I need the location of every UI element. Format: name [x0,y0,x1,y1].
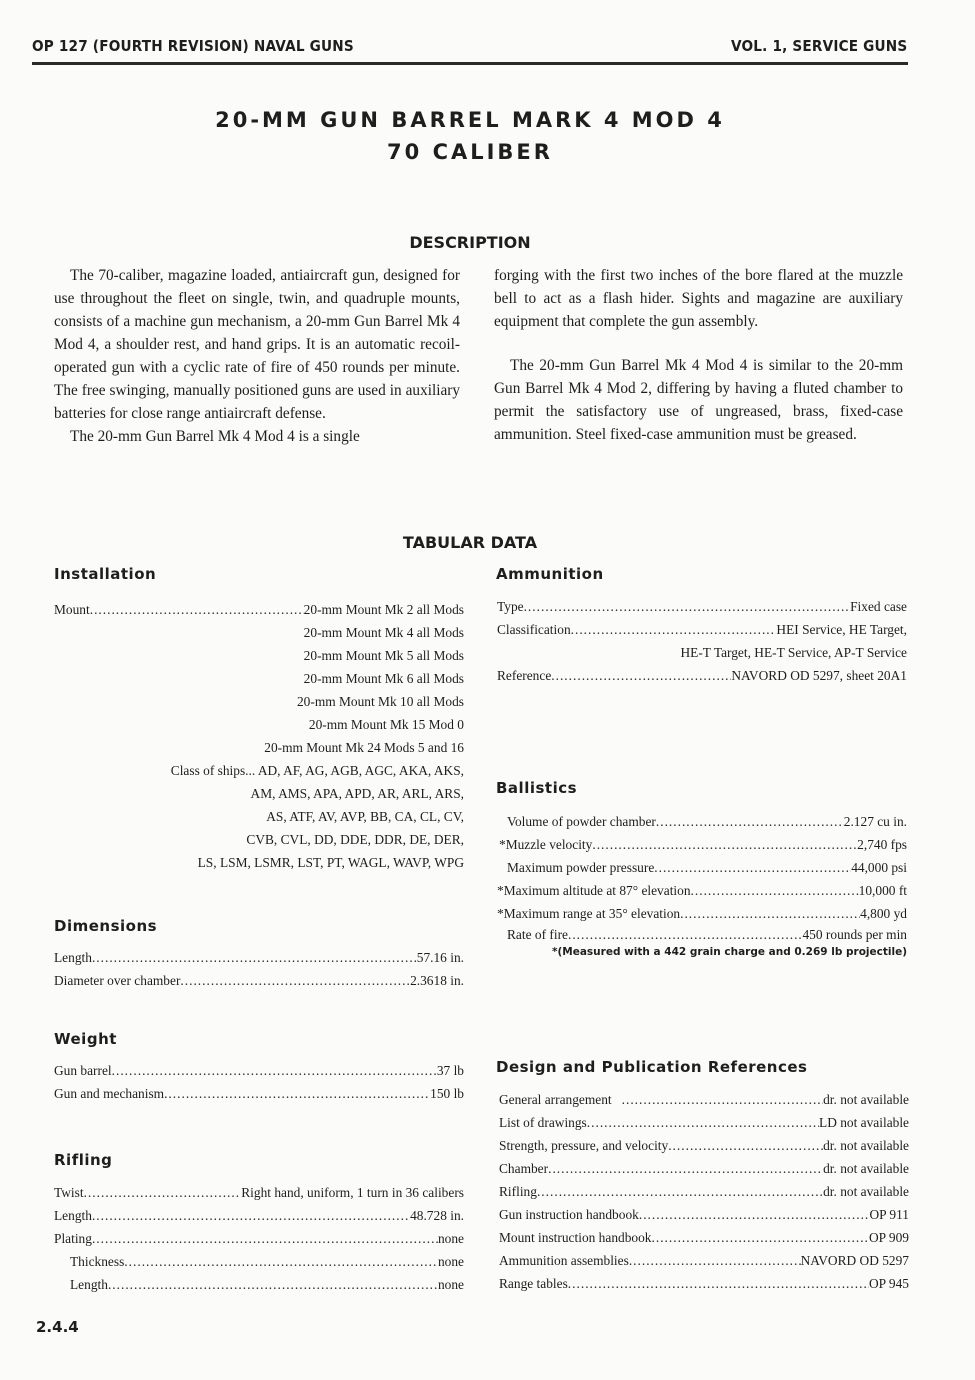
table-row: *Maximum altitude at 87° elevation ..... 10,000 ft [497,879,907,902]
document-subtitle: 70 CALIBER [387,140,553,164]
table-row: Maximum powder pressure ..... 44,000 psi [497,856,907,879]
ballistics-footnote: *(Measured with a 442 grain charge and 0.269 lb projectile) [551,946,907,958]
table-row: Strength, pressure, and velocity ..... dr. not available [499,1134,909,1157]
ship-classes-line: AS, ATF, AV, AVP, BB, CA, CL, CV, [266,809,464,824]
weight-table [54,1059,464,1105]
ship-classes-line: LS, LSM, LSMR, LST, PT, WAGL, WAVP, WPG [197,855,464,870]
table-row: Reference ..... NAVORD OD 5297, sheet 20A1 [497,664,907,687]
weight-heading: Weight [54,1030,117,1048]
mount-item: 20-mm Mount Mk 5 all Mods [303,648,464,663]
mount-item: 20-mm Mount Mk 15 Mod 0 [308,717,464,732]
table-row: Type ..... Fixed case [497,595,907,618]
dimensions-table [54,946,464,992]
header-rule [32,62,908,65]
installation-table [54,598,464,874]
mount-row: Mount ..... 20-mm Mount Mk 2 all Mods [54,598,464,621]
ammunition-table [497,595,907,687]
table-row: Length ..... 57.16 in. [54,946,464,969]
references-table [499,1088,909,1295]
table-row: Twist ..... Right hand, uniform, 1 turn in 36 calibers [54,1181,464,1204]
table-row: *Muzzle velocity ..... 2,740 fps [497,833,907,856]
description-paragraph: The 20-mm Gun Barrel Mk 4 Mod 4 is a single [70,428,360,445]
classification-continued: HE-T Target, HE-T Service, AP-T Service [680,645,907,660]
description-heading: DESCRIPTION [409,233,531,252]
table-row: Gun barrel ..... 37 lb [54,1059,464,1082]
description-paragraph: forging with the first two inches of the bore flared at the muzzle bell to act as a flash hider. Sights and magazine are auxiliary equipment that complete the gun assembly. [494,267,903,330]
description-right-column [494,264,903,446]
table-row: Gun instruction handbook ..... OP 911 [499,1203,909,1226]
description-left-column [54,264,460,448]
table-row: Gun and mechanism ..... 150 lb [54,1082,464,1105]
rifling-heading: Rifling [54,1151,113,1169]
ballistics-table [497,810,907,959]
table-row: Length ..... none [54,1273,464,1296]
table-row: Rate of fire ..... 450 rounds per min [497,925,907,945]
page-number: 2.4.4 [36,1318,79,1336]
table-row: Classification ..... HEI Service, HE Target, [497,618,907,641]
rifling-table [54,1181,464,1296]
document-title: 20-MM GUN BARREL MARK 4 MOD 4 [215,108,725,132]
table-row: General arrangement ..... dr. not available [499,1088,909,1111]
table-row: Range tables ..... OP 945 [499,1272,909,1295]
table-row: Thickness ..... none [54,1250,464,1273]
table-row: Plating ..... none [54,1227,464,1250]
mount-item: 20-mm Mount Mk 6 all Mods [303,671,464,686]
table-row: Length ..... 48.728 in. [54,1204,464,1227]
installation-heading: Installation [54,565,157,583]
running-header-right: VOL. 1, SERVICE GUNS [730,37,907,55]
dimensions-heading: Dimensions [54,917,158,935]
ship-classes-row: Class of ships... AD, AF, AG, AGB, AGC, AKA, AKS, [170,763,464,778]
table-row: Chamber ..... dr. not available [499,1157,909,1180]
ship-classes-line: CVB, CVL, DD, DDE, DDR, DE, DER, [246,832,464,847]
table-row: Rifling ..... dr. not available [499,1180,909,1203]
ballistics-heading: Ballistics [496,779,578,797]
description-paragraph: The 70-caliber, magazine loaded, antiaircraft gun, designed for use throughout the fleet on single, twin, and quadruple mounts, consists of a machine gun mechanism, a 20-mm Gun Barrel Mk 4 Mod 4, a shoulder rest, and hand grips. It is an automatic recoil-operated gun with a cyclic rate of fire of 450 rounds per minute. The free swinging, manually positioned guns are used in auxiliary batteries for close range antiaircraft defense. [54,267,460,422]
table-row: Ammunition assemblies ..... NAVORD OD 5297 [499,1249,909,1272]
table-row: *Maximum range at 35° elevation ..... 4,800 yd [497,902,907,925]
table-row: Volume of powder chamber ..... 2.127 cu in. [497,810,907,833]
ship-classes-line: AM, AMS, APA, APD, AR, ARL, ARS, [250,786,464,801]
tabular-data-heading: TABULAR DATA [402,533,538,552]
table-row: List of drawings ..... LD not available [499,1111,909,1134]
running-header-left: OP 127 (FOURTH REVISION) NAVAL GUNS [32,37,354,55]
mount-item: 20-mm Mount Mk 24 Mods 5 and 16 [264,740,464,755]
references-heading: Design and Publication References [496,1058,808,1076]
table-row: Diameter over chamber ..... 2.3618 in. [54,969,464,992]
ammunition-heading: Ammunition [496,565,604,583]
description-paragraph: The 20-mm Gun Barrel Mk 4 Mod 4 is similar to the 20-mm Gun Barrel Mk 4 Mod 2, differing by having a fluted chamber to permit the satisfactory use of ungreased, brass, fixed-case ammunition. Steel fixed-case ammunition must be greased. [494,357,903,443]
mount-item: 20-mm Mount Mk 10 all Mods [296,694,464,709]
table-row: Mount instruction handbook ..... OP 909 [499,1226,909,1249]
mount-item: 20-mm Mount Mk 4 all Mods [303,625,464,640]
